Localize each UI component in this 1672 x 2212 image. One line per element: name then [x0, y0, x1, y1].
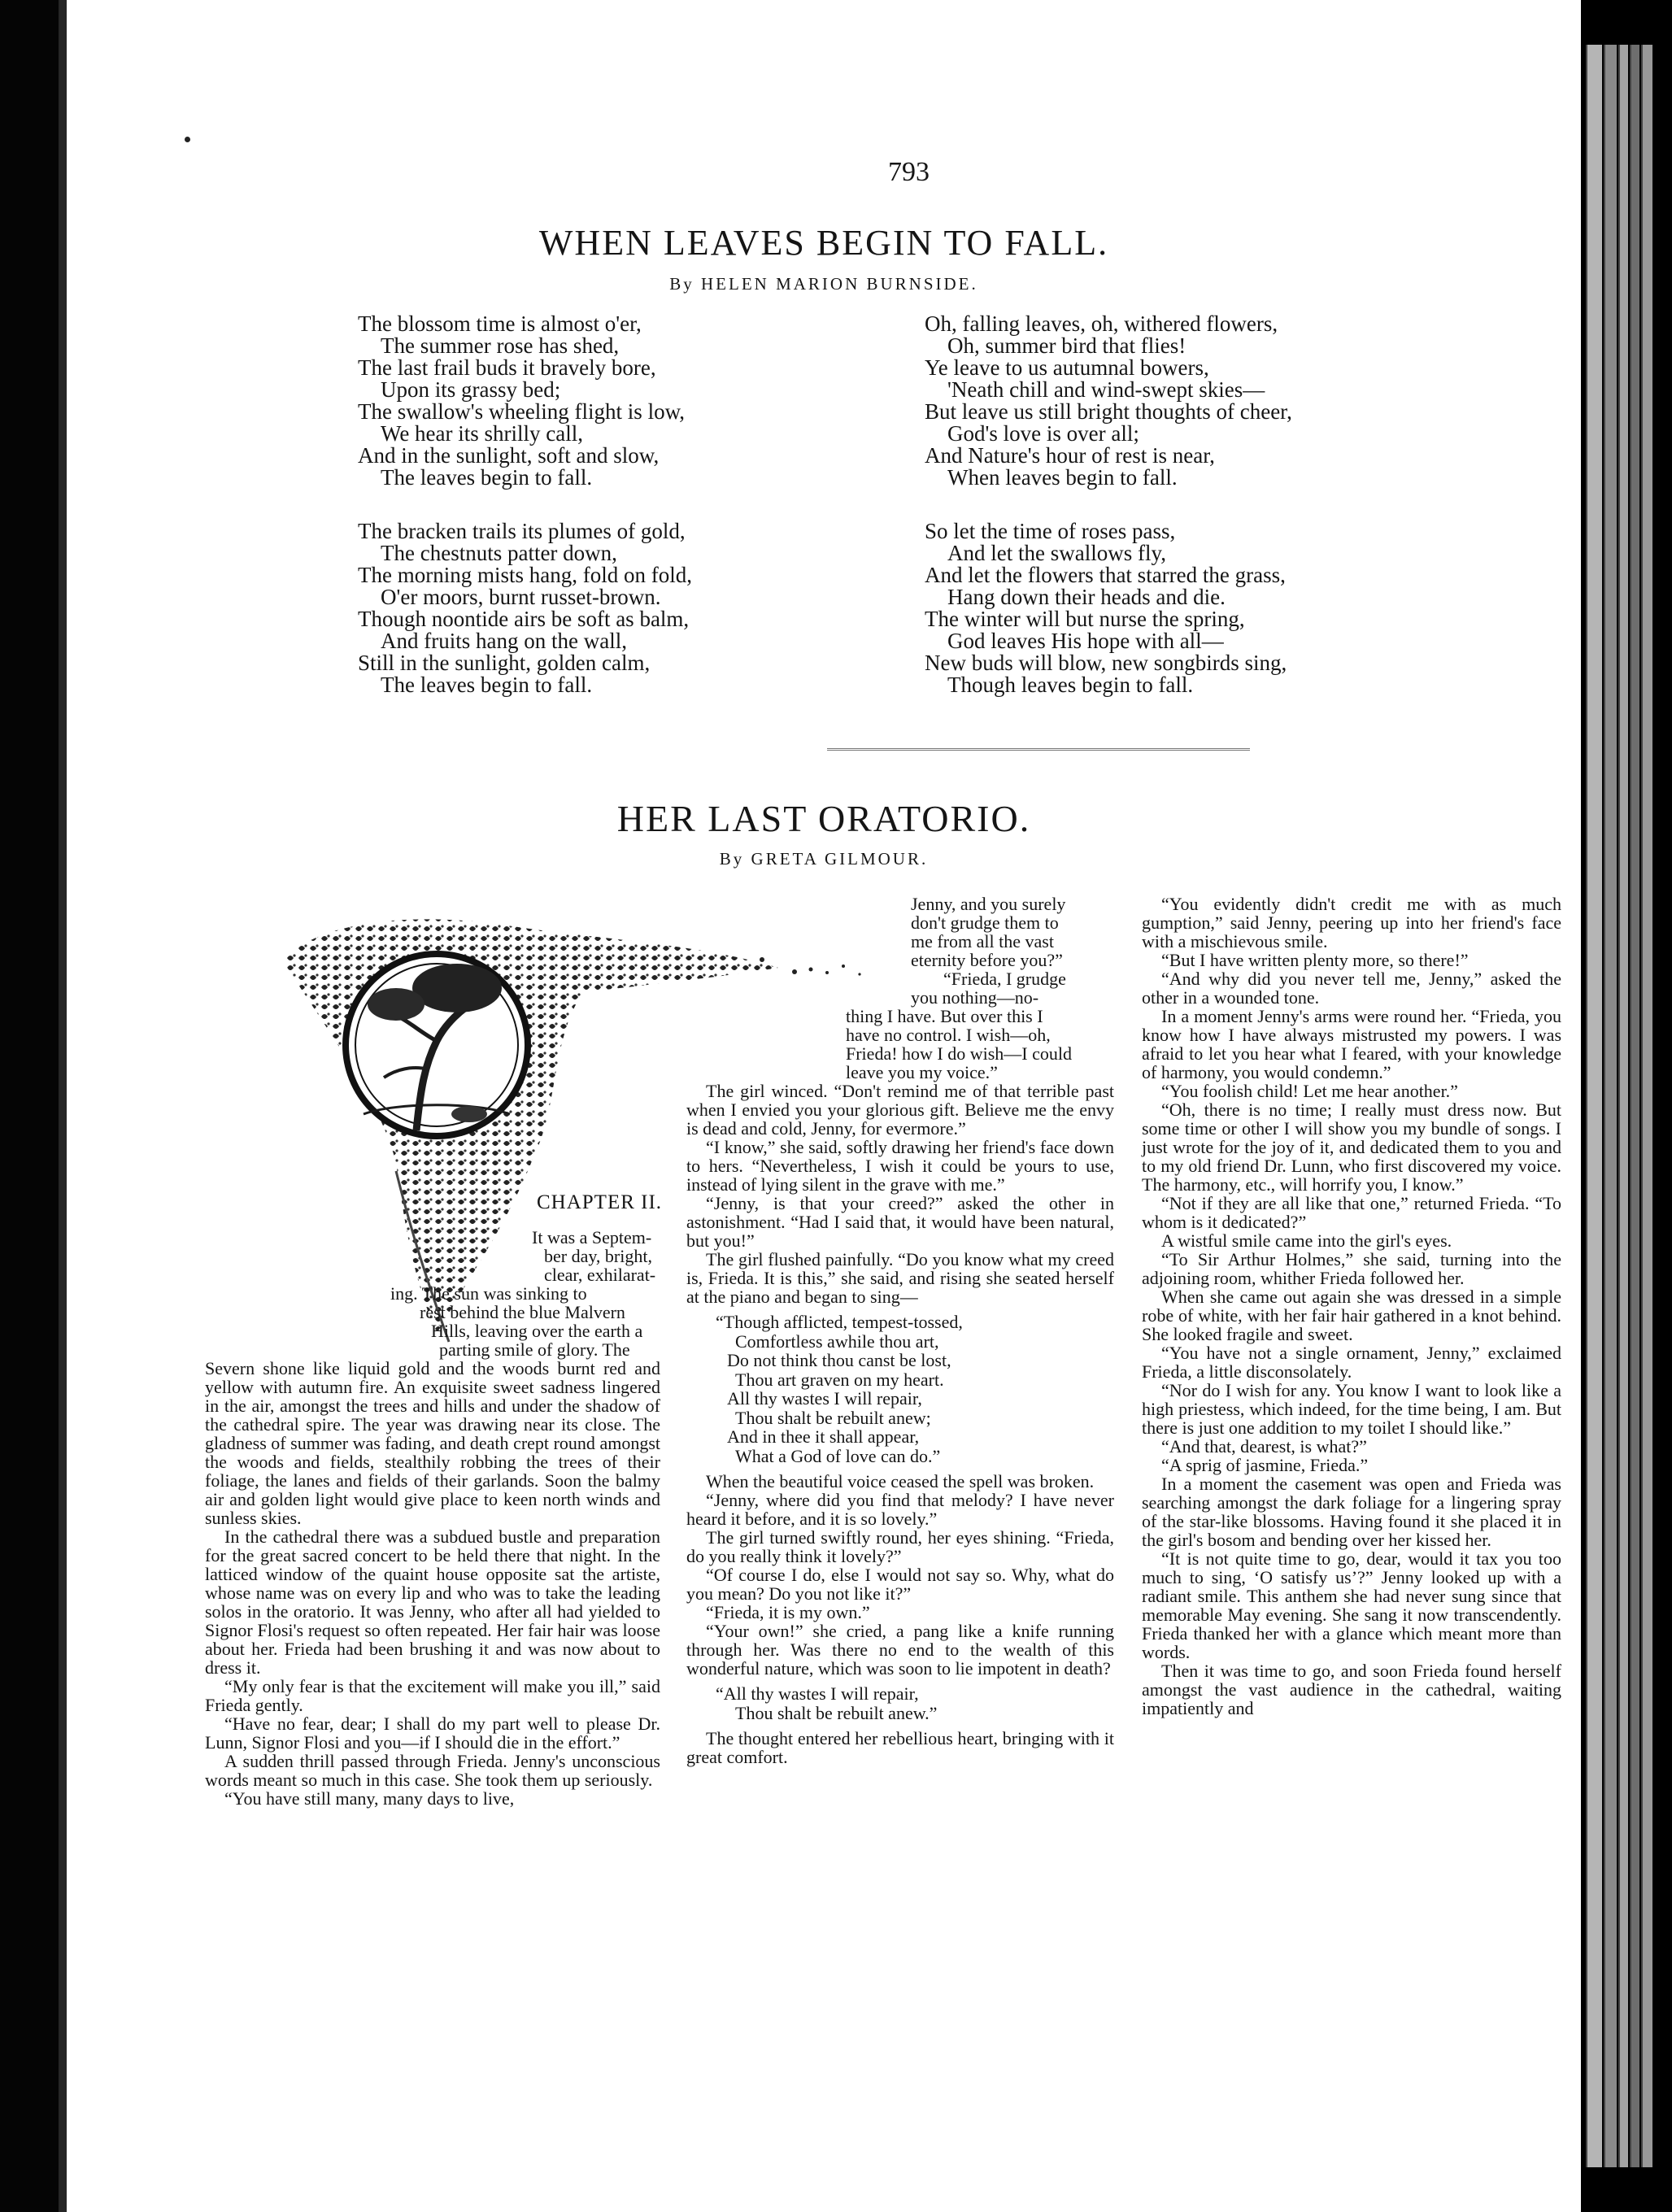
paragraph: “Oh, there is no time; I really must dress now. But some time or other I will show you my bundle of songs. I just wrote for the joy of it, and dedicated them to you and to my old friend Dr. Lunn, who first discovered my voice. The harmony, etc., will horrify you, I know.” [1142, 1099, 1561, 1195]
verse-line: Thou shalt be rebuilt anew; [735, 1407, 931, 1428]
text-line: don't grudge them to [911, 912, 1059, 933]
verse-line: And in thee it shall appear, [727, 1426, 920, 1447]
poem-line: God leaves His hope with all— [947, 629, 1224, 653]
paragraph: The girl flushed painfully. “Do you know what my creed is, Frieda. It is this,” she said, and rising she seated herself at the piano and began to sing— [686, 1249, 1114, 1307]
text-line: leave you my voice.” [846, 1062, 998, 1082]
paragraph: When the beautiful voice ceased the spell was broken. [706, 1471, 1095, 1491]
poem-line: The leaves begin to fall. [381, 673, 593, 697]
poem-line: The winter will but nurse the spring, [925, 607, 1245, 631]
paragraph: “It is not quite time to go, dear, would it tax you too much to sing, ‘O satisfy us’?” Jenny looked up with a radiant smile. This anthem she had never sung since that memorable May evening. She sang it now transcendently. Frieda thanked her with a glance which meant more than words. [1142, 1548, 1561, 1662]
poem-line: We hear its shrilly call, [381, 421, 583, 446]
speck [185, 137, 190, 142]
text-line: rest behind the blue Malvern [420, 1302, 625, 1322]
poem-stanza-4 [925, 520, 1287, 696]
text-line: you nothing—no- [911, 987, 1039, 1008]
hymn-verse [716, 1684, 1114, 1722]
page-stack-edge [1630, 45, 1639, 2167]
paragraph: “Of course I do, else I would not say so. Why, what do you mean? Do you not like it?” [686, 1565, 1114, 1604]
paragraph: “A sprig of jasmine, Frieda.” [1161, 1455, 1369, 1475]
poem-line: And let the flowers that starred the grass, [925, 563, 1286, 587]
poem-line: And fruits hang on the wall, [381, 629, 627, 653]
poem-line: When leaves begin to fall. [947, 465, 1178, 490]
paragraph: In the cathedral there was a subdued bustle and preparation for the great sacred concert to be held there that night. In the latticed window of the quaint house opposite sat the artiste, whose name was on every lip and who was to take the leading solos in the oratorio. It was Jenny, who after all had yielded to Signor Flosi's request so often repeated. Her fair hair was loose about her. Frieda had been brushing it and was now about to dress it. [205, 1526, 660, 1678]
story-column-1-wrap [507, 1228, 660, 1284]
page-number: 793 [888, 157, 930, 187]
poem-stanza-2 [358, 520, 692, 696]
story-column-3 [1142, 895, 1561, 1718]
poem-line: Upon its grassy bed; [381, 377, 561, 402]
verse-line: Thou shalt be rebuilt anew.” [735, 1702, 938, 1723]
chapter-heading: CHAPTER II. [537, 1191, 663, 1213]
story-column-2-wrap [911, 895, 1114, 1007]
verse-line: Do not think thou canst be lost, [727, 1350, 951, 1370]
story-column-1-wrap-b [390, 1284, 660, 1359]
story-column-2-wrap-b [846, 1007, 1114, 1082]
story-byline: By GRETA GILMOUR. [719, 849, 929, 869]
poem-line: And Nature's hour of rest is near, [925, 443, 1215, 468]
paragraph: The girl turned swiftly round, her eyes shining. “Frieda, do you really think it lovely?” [686, 1527, 1114, 1566]
book-left-edge [0, 0, 67, 2212]
poem-line: So let the time of roses pass, [925, 519, 1176, 543]
story-column-2 [686, 1082, 1114, 1766]
paragraph: Then it was time to go, and soon Frieda found herself amongst the vast audience in the cathedral, waiting impatiently and [1142, 1661, 1561, 1718]
poem-line: And let the swallows fly, [947, 541, 1166, 565]
text-line: parting smile of glory. The [439, 1339, 630, 1360]
paragraph: “You foolish child! Let me hear another.” [1161, 1081, 1458, 1101]
text-line: have no control. I wish—oh, [846, 1025, 1051, 1045]
paragraph: “To Sir Arthur Holmes,” she said, turning into the adjoining room, whither Frieda followed her. [1142, 1249, 1561, 1288]
paragraph: “My only fear is that the excitement will make you ill,” said Frieda gently. [205, 1676, 660, 1715]
poem-line: The chestnuts patter down, [381, 541, 617, 565]
paragraph: “Frieda, it is my own.” [706, 1602, 870, 1622]
text-line: clear, exhilarat- [544, 1265, 656, 1285]
poem-byline: By HELEN MARION BURNSIDE. [669, 274, 978, 294]
text-line: ber day, bright, [544, 1246, 652, 1266]
paragraph: “But I have written plenty more, so there!” [1161, 950, 1469, 970]
poem-line: The summer rose has shed, [381, 333, 620, 358]
text-line: It was a Septem- [532, 1227, 652, 1248]
poem-line: The morning mists hang, fold on fold, [358, 563, 692, 587]
page-stack-edge [1618, 45, 1628, 2167]
text-line: eternity before you?” [911, 950, 1063, 970]
poem-line: God's love is over all; [947, 421, 1139, 446]
poem-line: Oh, falling leaves, oh, withered flowers, [925, 311, 1278, 336]
poem-line: The leaves begin to fall. [381, 465, 593, 490]
paragraph: A sudden thrill passed through Frieda. Jenny's unconscious words meant so much in this case. She took them up seriously. [205, 1751, 660, 1790]
text-line: me from all the vast [911, 931, 1054, 951]
poem-line: The last frail buds it bravely bore, [358, 355, 656, 380]
story-title: HER LAST ORATORIO. [616, 798, 1031, 839]
paragraph: In a moment Jenny's arms were round her. “Frieda, you know how I have always mistrusted my powers. I was afraid to let you hear what I feared, with your knowledge of harmony, you would condemn.” [1142, 1006, 1561, 1082]
page-stack-edge [1604, 45, 1617, 2167]
poem-line: O'er moors, burnt russet-brown. [381, 585, 661, 609]
paragraph: “Not if they are all like that one,” returned Frieda. “To whom is it dedicated?” [1142, 1193, 1561, 1232]
book-spine [59, 0, 67, 2212]
poem-stanza-3 [925, 313, 1292, 489]
page-stack-edge [1586, 45, 1602, 2167]
paragraph: “Have no fear, dear; I shall do my part well to please Dr. Lunn, Signor Flosi and you—if I should die in the effort.” [205, 1713, 660, 1753]
verse-line: Thou art graven on my heart. [735, 1369, 944, 1390]
verse-line: Comfortless awhile thou art, [735, 1330, 939, 1352]
poem-line: New buds will blow, new songbirds sing, [925, 651, 1287, 675]
story-column-1 [205, 1359, 660, 1808]
poem-line: The bracken trails its plumes of gold, [358, 519, 686, 543]
poem-line: Though leaves begin to fall. [947, 673, 1194, 697]
paragraph: “And that, dearest, is what?” [1161, 1436, 1367, 1457]
poem-line: Though noontide airs be soft as balm, [358, 607, 690, 631]
paragraph: A wistful smile came into the girl's eyes. [1161, 1230, 1452, 1251]
paragraph: “Nor do I wish for any. You know I want to look like a high priestess, which indeed, for the time being, I am. But there is just one addition to my toilet I should like.” [1142, 1380, 1561, 1438]
page [67, 0, 1581, 2212]
section-divider [827, 748, 1250, 751]
poem-line: Oh, summer bird that flies! [947, 333, 1187, 358]
paragraph: When she came out again she was dressed in a simple robe of white, with her fair hair gathered in a knot behind. She looked fragile and sweet. [1142, 1287, 1561, 1344]
text-line: Hills, leaving over the earth a [431, 1321, 643, 1341]
verse-line: What a God of love can do.” [735, 1445, 941, 1466]
poem-line: But leave us still bright thoughts of cheer, [925, 399, 1292, 424]
paragraph: “You have not a single ornament, Jenny,” exclaimed Frieda, a little disconsolately. [1142, 1343, 1561, 1382]
poem-title: WHEN LEAVES BEGIN TO FALL. [538, 223, 1109, 263]
poem-stanza-1 [358, 313, 685, 489]
paragraph: “Your own!” she cried, a pang like a knife running through her. Was there no end to the wealth of this wonderful nature, which was soon to lie impotent in death? [686, 1621, 1114, 1679]
text-line: ing. The sun was sinking to [390, 1283, 587, 1304]
poem-line: The blossom time is almost o'er, [358, 311, 642, 336]
text-line: Jenny, and you surely [911, 894, 1066, 914]
paragraph: In a moment the casement was open and Frieda was searching amongst the dark foliage for a lingering spray of the star-like blossoms. Having found it she placed it in the girl's bosom and bending over her kissed her. [1142, 1474, 1561, 1550]
paragraph: “I know,” she said, softly drawing her friend's face down to hers. “Nevertheless, I wish it could be yours to use, instead of lying silent in the grave with me.” [686, 1137, 1114, 1195]
verse-line: “All thy wastes I will repair, [716, 1683, 919, 1704]
verse-line: “Though afflicted, tempest-tossed, [716, 1312, 963, 1332]
text-line: “Frieda, I grudge [943, 969, 1066, 989]
poem-line: 'Neath chill and wind-swept skies— [947, 377, 1265, 402]
poem-line: The swallow's wheeling flight is low, [358, 399, 686, 424]
paragraph: Severn shone like liquid gold and the woods burnt red and yellow with autumn fire. An exquisite sweet sadness lingered in the air, amongst the trees and hills and under the shadow of the cathedral spire. The year was drawing near its close. The gladness of summer was fading, and death crept round amongst the woods and fields, stealthily robbing the trees of their foliage, the lanes and fields of their garlands. Soon the balmy air and golden light would give place to keen north winds and sunless skies. [205, 1358, 660, 1528]
page-stack-edge [1641, 45, 1652, 2167]
text-line: thing I have. But over this I [846, 1006, 1043, 1026]
paragraph: The thought entered her rebellious heart, bringing with it great comfort. [686, 1728, 1114, 1767]
poem-line: Still in the sunlight, golden calm, [358, 651, 651, 675]
poem-line: And in the sunlight, soft and slow, [358, 443, 660, 468]
paragraph: “And why did you never tell me, Jenny,” asked the other in a wounded tone. [1142, 969, 1561, 1008]
poem-line: Ye leave to us autumnal bowers, [925, 355, 1209, 380]
hymn-verse [716, 1313, 1114, 1465]
verse-line: All thy wastes I will repair, [727, 1388, 922, 1409]
poem-line: Hang down their heads and die. [947, 585, 1226, 609]
paragraph: The girl winced. “Don't remind me of that terrible past when I envied you your glorious gift. Believe me the envy is dead and cold, Jenny, for evermore.” [686, 1081, 1114, 1139]
paragraph: “You evidently didn't credit me with as much gumption,” said Jenny, peering up into her friend's face with a mischievous smile. [1142, 894, 1561, 951]
paragraph: “Jenny, is that your creed?” asked the other in astonishment. “Had I said that, it would have been natural, but you!” [686, 1193, 1114, 1251]
paragraph: “Jenny, where did you find that melody? I have never heard it before, and it is so lovely.” [686, 1490, 1114, 1529]
foliage-spray [760, 957, 861, 976]
paragraph: “You have still many, many days to live, [224, 1788, 515, 1809]
text-line: Frieda! how I do wish—I could [846, 1043, 1073, 1064]
